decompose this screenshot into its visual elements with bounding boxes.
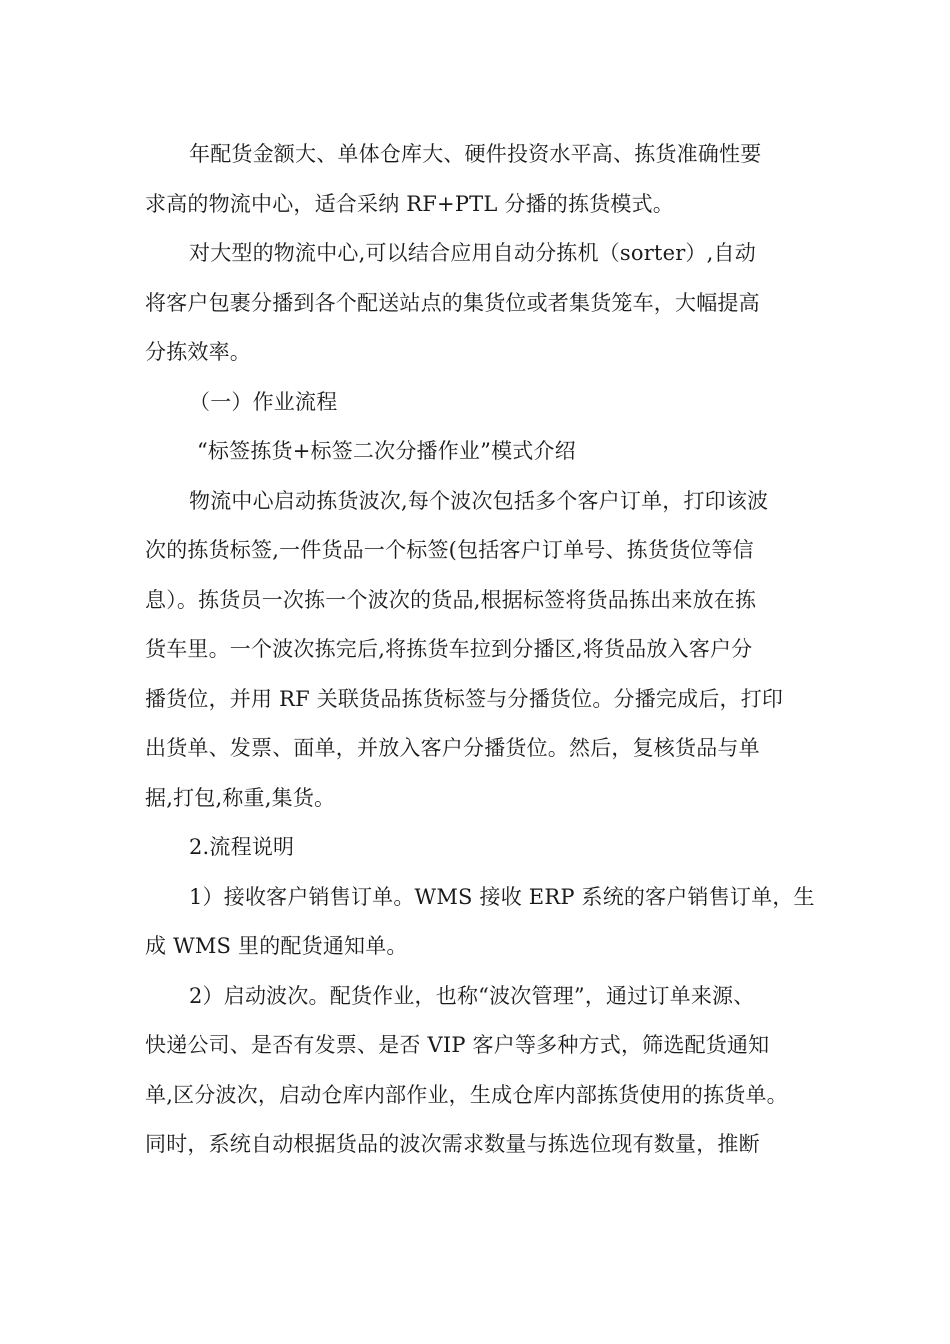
paragraph-line: 单,区分波次，启动仓库内部作业，生成仓库内部拣货使用的拣货单。 bbox=[145, 1082, 788, 1107]
paragraph-line: 快递公司、是否有发票、是否 VIP 客户等多种方式，筛选配货通知 bbox=[145, 1033, 770, 1057]
subsection-heading: “标签拣货+标签二次分播作业”模式介绍 bbox=[197, 439, 576, 463]
paragraph-line: 1）接收客户销售订单。WMS 接收 ERP 系统的客户销售订单，生 bbox=[189, 884, 815, 909]
paragraph-line: 次的拣货标签,一件货品一个标签(包括客户订单号、拣货货位等信 bbox=[145, 538, 754, 562]
paragraph-line: 据,打包,称重,集货。 bbox=[145, 785, 336, 810]
paragraph-line: 2）启动波次。配货作业，也称“波次管理”，通过订单来源、 bbox=[189, 983, 755, 1008]
paragraph-line: 将客户包裹分播到各个配送站点的集货位或者集货笼车，大幅提高 bbox=[145, 290, 760, 315]
paragraph-line: 息）。拣货员一次拣一个波次的货品,根据标签将货品拣出来放在拣 bbox=[145, 587, 757, 612]
paragraph-line: 年配货金额大、单体仓库大、硬件投资水平高、拣货准确性要 bbox=[189, 142, 762, 166]
section-heading: （一）作业流程 bbox=[189, 389, 338, 414]
paragraph-line: 播货位，并用 RF 关联货品拣货标签与分播货位。分播完成后，打印 bbox=[145, 686, 784, 711]
paragraph-line: 货车里。一个波次拣完后,将拣货车拉到分播区,将货品放入客户分 bbox=[145, 637, 753, 661]
paragraph-line: 出货单、发票、面单，并放入客户分播货位。然后，复核货品与单 bbox=[145, 736, 760, 760]
paragraph-line: 求高的物流中心，适合采纳 RF+PTL 分播的拣货模式。 bbox=[145, 191, 675, 216]
paragraph-line: 同时，系统自动根据货品的波次需求数量与拣选位现有数量，推断 bbox=[145, 1132, 760, 1156]
paragraph-line: 分拣效率。 bbox=[145, 340, 251, 364]
document-body bbox=[145, 130, 825, 1170]
section-heading: 2.流程说明 bbox=[189, 835, 295, 859]
paragraph-line: 物流中心启动拣货波次,每个波次包括多个客户订单，打印该波 bbox=[189, 488, 769, 513]
paragraph-line: 对大型的物流中心,可以结合应用自动分拣机（sorter）,自动 bbox=[189, 241, 756, 265]
paragraph-line: 成 WMS 里的配货通知单。 bbox=[145, 934, 408, 958]
